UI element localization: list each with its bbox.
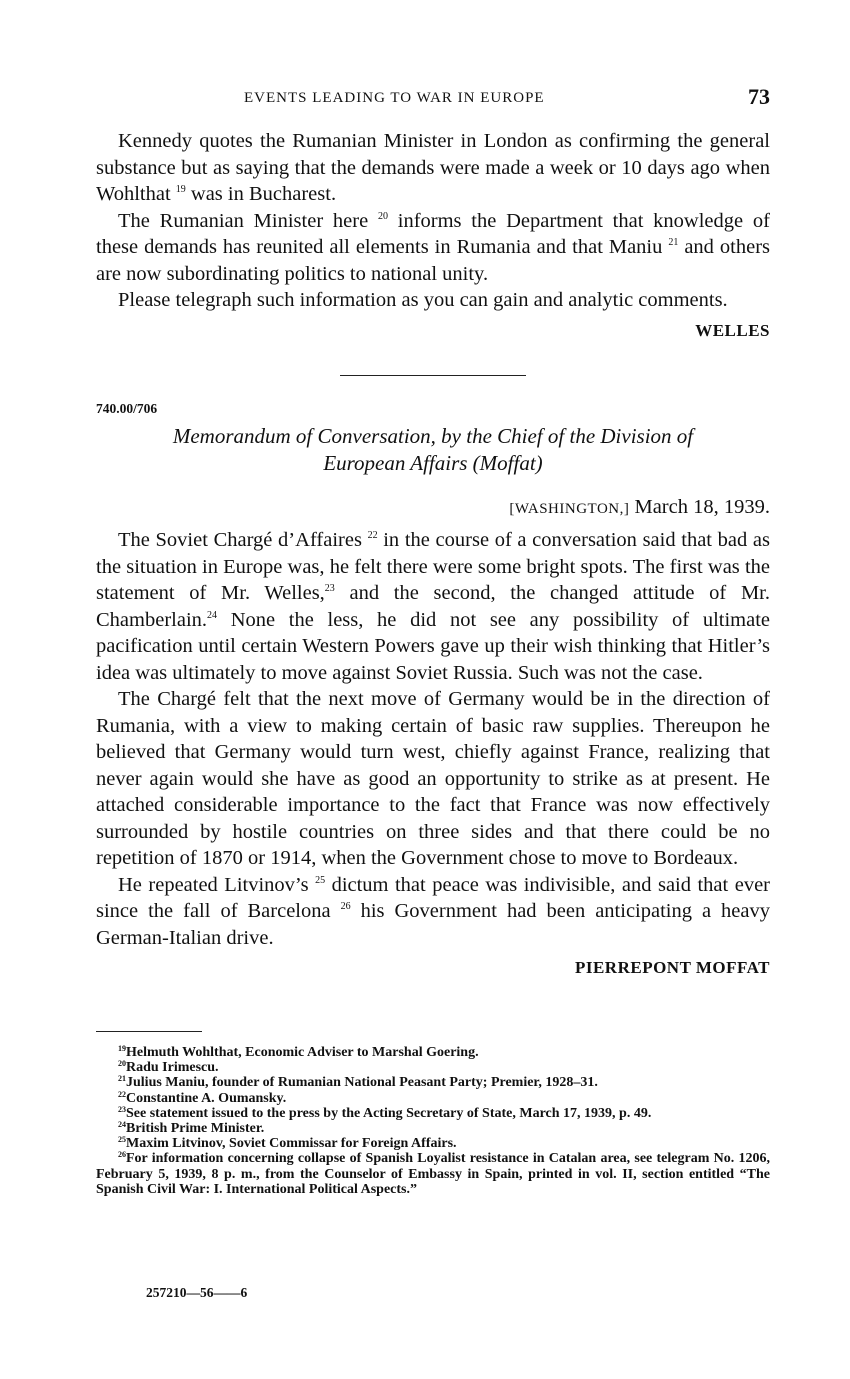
footnote bbox=[96, 1106, 770, 1121]
footnote-divider bbox=[96, 1031, 202, 1032]
footnote-ref: 22 bbox=[367, 530, 378, 541]
dateline bbox=[96, 496, 770, 519]
footnote-number: 21 bbox=[118, 1074, 126, 1084]
footnote bbox=[96, 1091, 770, 1106]
printer-mark: 257210—56——6 bbox=[146, 1285, 248, 1300]
footnote-text: British Prime Minister. bbox=[126, 1121, 265, 1137]
dateline-place: [WASHINGTON,] bbox=[509, 501, 630, 517]
footnote-ref: 24 bbox=[207, 609, 218, 621]
page-number: 73 bbox=[748, 84, 770, 109]
telegram-paragraphs bbox=[96, 128, 770, 314]
text-run: and the second, the changed attitude of Mr. Chamberlain. bbox=[96, 582, 770, 631]
footnote-text: Julius Maniu, founder of Rumanian National Peasant Party; Premier, 1928–31. bbox=[126, 1075, 598, 1091]
footnote-text: Radu Irimescu. bbox=[126, 1060, 219, 1076]
paragraph bbox=[96, 208, 770, 288]
text-run: in the course of a conversation said that bad as the situation in Europe was, he felt there were some bright spots. The first was the statement of Mr. Welles, bbox=[96, 529, 770, 604]
footnote-text: See statement issued to the press by the Acting Secretary of State, March 17, 1939, p. 49. bbox=[126, 1105, 652, 1121]
text-run: and others are now subordinating politics to national unity. bbox=[96, 236, 771, 285]
text-run: The Soviet Chargé d’Affaires bbox=[118, 529, 368, 551]
text-run: was in Bucharest. bbox=[185, 183, 337, 205]
file-number: 740.00/706 bbox=[96, 401, 158, 416]
page-header bbox=[96, 84, 770, 110]
footnote bbox=[96, 1151, 770, 1197]
memo-paragraphs bbox=[96, 527, 770, 951]
text-run: informs the Department that knowledge of these demands has reunited all elements in Rumania and that Maniu bbox=[96, 209, 770, 258]
footnotes bbox=[96, 1045, 770, 1197]
footnote-number: 22 bbox=[118, 1089, 126, 1099]
footnote bbox=[96, 1075, 770, 1090]
signature-welles: WELLES bbox=[695, 320, 770, 340]
footnote-ref: 19 bbox=[175, 184, 186, 195]
paragraph bbox=[96, 527, 770, 686]
footnote-number: 24 bbox=[118, 1120, 126, 1130]
footnote bbox=[96, 1136, 770, 1151]
footnote-ref: 21 bbox=[668, 237, 679, 248]
footnote-number: 25 bbox=[118, 1135, 126, 1145]
footnote bbox=[96, 1121, 770, 1136]
footnote-number: 23 bbox=[118, 1104, 126, 1114]
text-run: He repeated Litvinov’s bbox=[118, 873, 316, 896]
section-divider bbox=[340, 375, 526, 376]
footnote-text: Constantine A. Oumansky. bbox=[126, 1090, 287, 1106]
paragraph bbox=[96, 287, 770, 314]
text-run: dictum that peace was indivisible, and said that ever since the fall of Barcelona bbox=[96, 873, 770, 922]
footnote-number: 20 bbox=[118, 1059, 126, 1069]
footnote-text: For information concerning collapse of Spanish Loyalist resistance in Catalan area, see telegram No. 1206, February 5, 1939, 8 p. m., from the Counselor of Embassy in Spain, printed in vol. II, section entitled “The Spanish Civil War: I. International Political Aspects.” bbox=[96, 1151, 770, 1197]
footnote-text: Maxim Litvinov, Soviet Commissar for Foreign Affairs. bbox=[126, 1136, 457, 1152]
memo-body bbox=[96, 527, 770, 982]
footnote-number: 26 bbox=[118, 1150, 126, 1160]
footnote bbox=[96, 1045, 770, 1060]
footnote-text: Helmuth Wohlthat, Economic Adviser to Marshal Goering. bbox=[126, 1045, 479, 1060]
text-run: Please telegraph such information as you can gain and analytic comments. bbox=[118, 289, 728, 311]
text-run: Kennedy quotes the Rumanian Minister in London as confirming the general substance but as saying that the demands were made a week or 10 days ago when Wohlthat bbox=[96, 130, 770, 205]
title-line-2: European Affairs (Moffat) bbox=[323, 451, 543, 475]
paragraph bbox=[96, 872, 770, 952]
footnote bbox=[96, 1060, 770, 1075]
dateline-date: March 18, 1939. bbox=[634, 496, 770, 518]
document-title bbox=[96, 423, 770, 477]
footnote-ref: 23 bbox=[324, 583, 335, 594]
text-run: The Rumanian Minister here bbox=[118, 209, 378, 232]
footnote-ref: 20 bbox=[377, 210, 388, 222]
footnote-number: 19 bbox=[118, 1044, 126, 1053]
footnote-ref: 26 bbox=[340, 901, 351, 912]
text-run: his Government had been anticipating a heavy German-Italian drive. bbox=[96, 900, 771, 949]
text-run: None the less, he did not see any possibility of ultimate pacification until certain Western Powers gave up their wish thinking that Hitler’s idea was ultimately to move against Soviet Russia. Such was not the case. bbox=[96, 608, 770, 684]
telegram-body bbox=[96, 128, 770, 344]
paragraph bbox=[96, 128, 770, 208]
title-line-1: Memorandum of Conversation, by the Chief of the Division of bbox=[172, 424, 694, 448]
paragraph bbox=[96, 686, 770, 872]
footnote-ref: 25 bbox=[315, 874, 326, 886]
text-run: The Chargé felt that the next move of Germany would be in the direction of Rumania, with a view to making certain of basic raw supplies. Thereupon he believed that Germany would turn west, chiefly against France, realizing that never again would she have as good an opportunity to strike as at present. He attached considerable importance to the fact that France was now effectively surrounded by hostile countries on three sides and that there could be no repetition of 1870 or 1914, when the Government chose to move to Bordeaux. bbox=[96, 688, 770, 869]
running-head: EVENTS LEADING TO WAR IN EUROPE bbox=[244, 90, 545, 106]
signature-moffat: PIERREPONT MOFFAT bbox=[574, 958, 770, 977]
